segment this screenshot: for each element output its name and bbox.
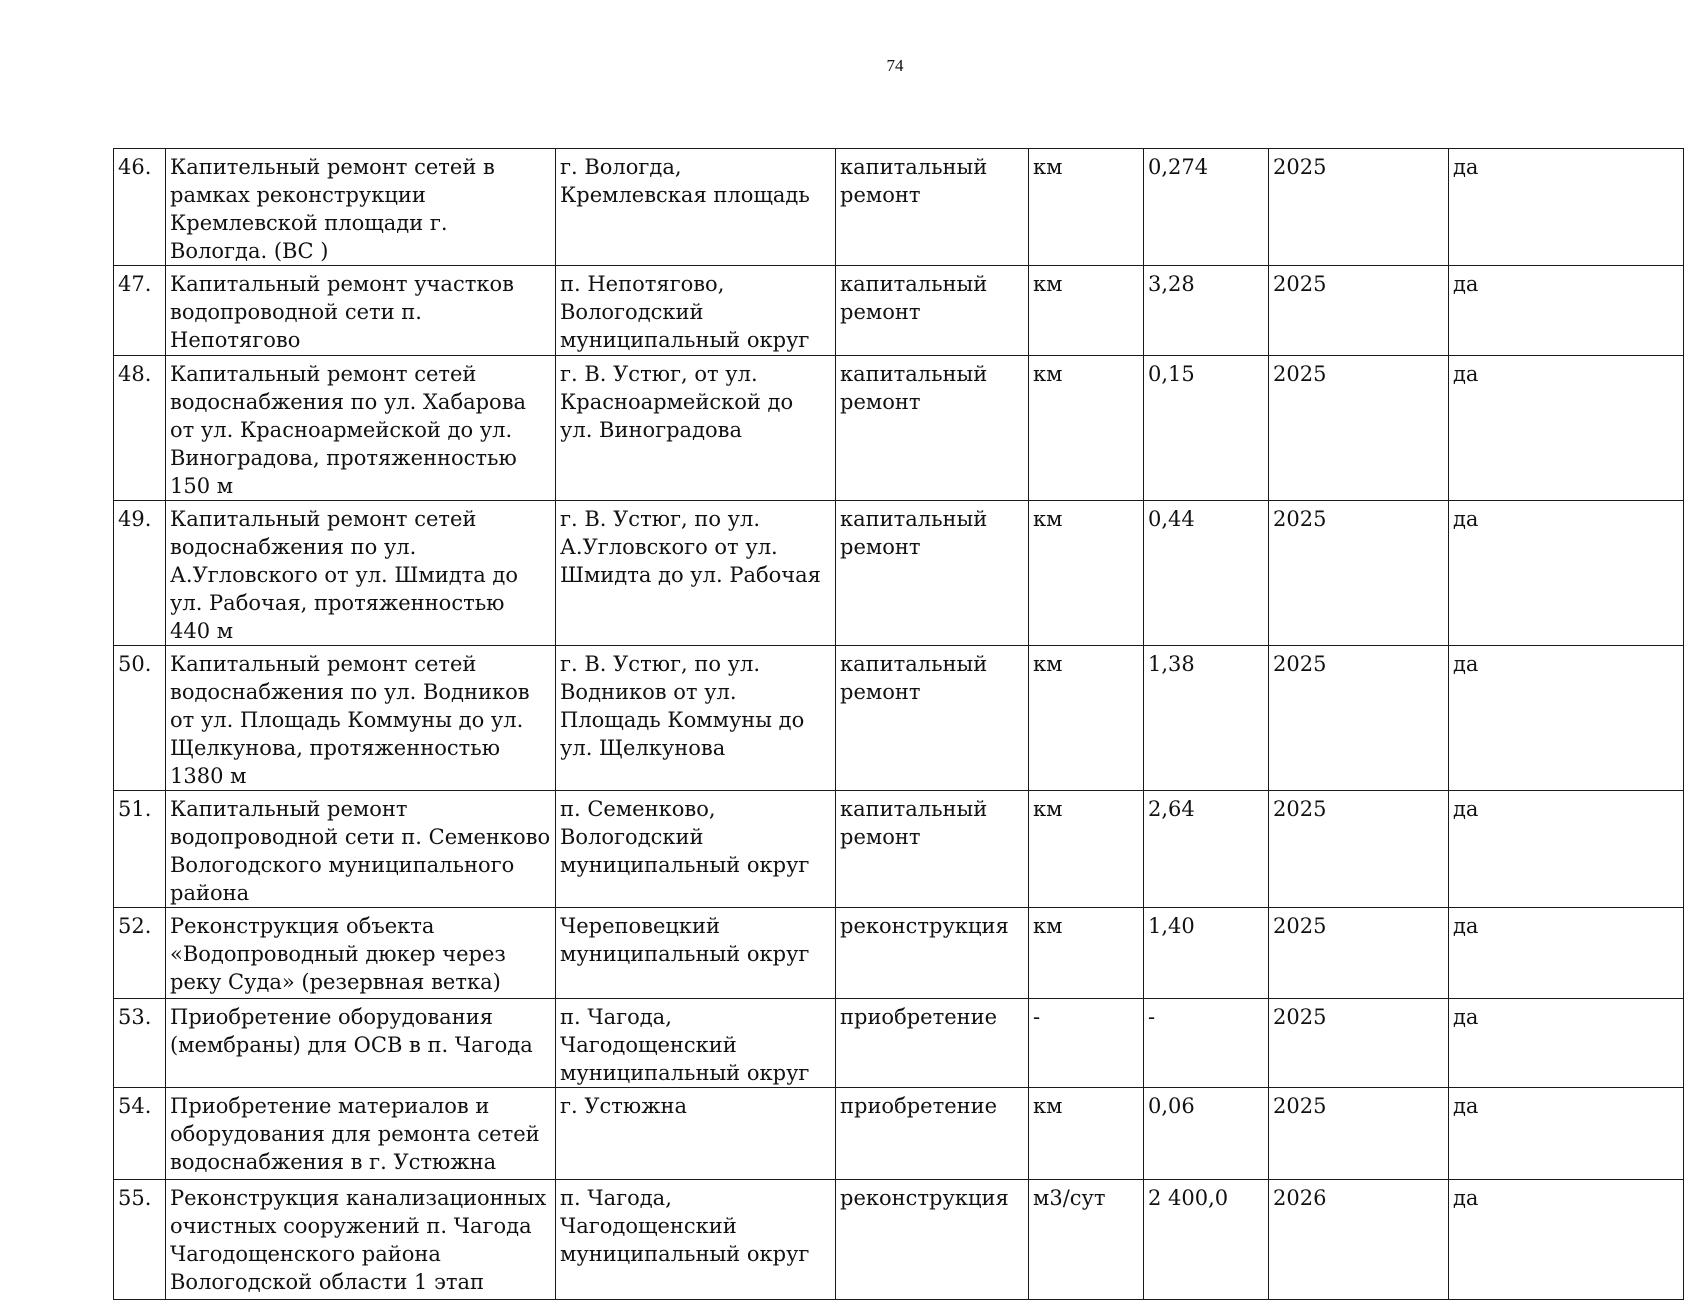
table-row	[114, 999, 1684, 1088]
unit-cell: км	[1029, 501, 1144, 646]
flag-cell: да	[1449, 908, 1684, 999]
table-row	[114, 646, 1684, 791]
unit-cell: км	[1029, 356, 1144, 501]
row-number-cell: 47.	[114, 266, 166, 356]
location-cell: п. Непотягово, Вологодский муниципальный округ	[556, 266, 836, 356]
project-name-cell: Приобретение материалов и оборудования для ремонта сетей водоснабжения в г. Устюжна	[166, 1088, 556, 1180]
quantity-cell: 0,15	[1144, 356, 1269, 501]
work-type-cell: приобретение	[836, 1088, 1029, 1180]
table-row	[114, 149, 1684, 266]
location-cell: п. Семенково, Вологодский муниципальный округ	[556, 791, 836, 908]
work-type-cell: приобретение	[836, 999, 1029, 1088]
unit-cell: км	[1029, 908, 1144, 999]
table-row	[114, 791, 1684, 908]
location-cell: г. В. Устюг, по ул. А.Угловского от ул. Шмидта до ул. Рабочая	[556, 501, 836, 646]
unit-cell: м3/сут	[1029, 1180, 1144, 1300]
year-cell: 2025	[1269, 356, 1449, 501]
location-cell: п. Чагода, Чагодощенский муниципальный округ	[556, 999, 836, 1088]
location-cell: г. Устюжна	[556, 1088, 836, 1180]
project-name-cell: Приобретение оборудования (мембраны) для ОСВ в п. Чагода	[166, 999, 556, 1088]
year-cell: 2026	[1269, 1180, 1449, 1300]
row-number-cell: 48.	[114, 356, 166, 501]
flag-cell: да	[1449, 1088, 1684, 1180]
flag-cell: да	[1449, 266, 1684, 356]
location-cell: г. В. Устюг, по ул. Водников от ул. Площадь Коммуны до ул. Щелкунова	[556, 646, 836, 791]
quantity-cell: 0,06	[1144, 1088, 1269, 1180]
work-type-cell: реконструкция	[836, 908, 1029, 999]
work-type-cell: реконструкция	[836, 1180, 1029, 1300]
work-type-cell: капитальный ремонт	[836, 791, 1029, 908]
project-name-cell: Реконструкция объекта «Водопроводный дюкер через реку Суда» (резервная ветка)	[166, 908, 556, 999]
work-type-cell: капитальный ремонт	[836, 356, 1029, 501]
project-name-cell: Капитальный ремонт водопроводной сети п. Семенково Вологодского муниципального района	[166, 791, 556, 908]
year-cell: 2025	[1269, 999, 1449, 1088]
work-type-cell: капитальный ремонт	[836, 266, 1029, 356]
table-row	[114, 266, 1684, 356]
location-cell: Череповецкий муниципальный округ	[556, 908, 836, 999]
quantity-cell: 1,38	[1144, 646, 1269, 791]
location-cell: п. Чагода, Чагодощенский муниципальный округ	[556, 1180, 836, 1300]
flag-cell: да	[1449, 999, 1684, 1088]
project-name-cell: Капитальный ремонт сетей водоснабжения по ул. А.Угловского от ул. Шмидта до ул. Рабочая, протяженностью 440 м	[166, 501, 556, 646]
project-name-cell: Капитальный ремонт сетей водоснабжения по ул. Хабарова от ул. Красноармейской до ул. Виноградова, протяженностью 150 м	[166, 356, 556, 501]
unit-cell: км	[1029, 791, 1144, 908]
flag-cell: да	[1449, 149, 1684, 266]
table-row	[114, 501, 1684, 646]
project-name-cell: Капительный ремонт сетей в рамках реконструкции Кремлевской площади г. Вологда. (ВС )	[166, 149, 556, 266]
page-number: 74	[886, 56, 904, 75]
row-number-cell: 51.	[114, 791, 166, 908]
projects-table	[113, 148, 1684, 1300]
unit-cell: км	[1029, 646, 1144, 791]
quantity-cell: 2 400,0	[1144, 1180, 1269, 1300]
flag-cell: да	[1449, 501, 1684, 646]
table-row	[114, 908, 1684, 999]
row-number-cell: 53.	[114, 999, 166, 1088]
unit-cell: -	[1029, 999, 1144, 1088]
flag-cell: да	[1449, 791, 1684, 908]
project-name-cell: Капитальный ремонт участков водопроводной сети п. Непотягово	[166, 266, 556, 356]
flag-cell: да	[1449, 646, 1684, 791]
quantity-cell: 1,40	[1144, 908, 1269, 999]
row-number-cell: 50.	[114, 646, 166, 791]
row-number-cell: 46.	[114, 149, 166, 266]
work-type-cell: капитальный ремонт	[836, 501, 1029, 646]
table-row	[114, 1180, 1684, 1300]
location-cell: г. В. Устюг, от ул. Красноармейской до ул. Виноградова	[556, 356, 836, 501]
quantity-cell: 2,64	[1144, 791, 1269, 908]
project-name-cell: Реконструкция канализационных очистных сооружений п. Чагода Чагодощенского района Вологодской области 1 этап	[166, 1180, 556, 1300]
table-row	[114, 1088, 1684, 1180]
quantity-cell: 0,44	[1144, 501, 1269, 646]
row-number-cell: 49.	[114, 501, 166, 646]
unit-cell: км	[1029, 266, 1144, 356]
location-cell: г. Вологда, Кремлевская площадь	[556, 149, 836, 266]
year-cell: 2025	[1269, 646, 1449, 791]
year-cell: 2025	[1269, 501, 1449, 646]
unit-cell: км	[1029, 1088, 1144, 1180]
row-number-cell: 52.	[114, 908, 166, 999]
table-row	[114, 356, 1684, 501]
project-name-cell: Капитальный ремонт сетей водоснабжения по ул. Водников от ул. Площадь Коммуны до ул. Щелкунова, протяженностью 1380 м	[166, 646, 556, 791]
work-type-cell: капитальный ремонт	[836, 646, 1029, 791]
year-cell: 2025	[1269, 1088, 1449, 1180]
table-body	[114, 149, 1684, 1300]
year-cell: 2025	[1269, 266, 1449, 356]
work-type-cell: капитальный ремонт	[836, 149, 1029, 266]
year-cell: 2025	[1269, 791, 1449, 908]
row-number-cell: 54.	[114, 1088, 166, 1180]
quantity-cell: 3,28	[1144, 266, 1269, 356]
year-cell: 2025	[1269, 908, 1449, 999]
row-number-cell: 55.	[114, 1180, 166, 1300]
unit-cell: км	[1029, 149, 1144, 266]
flag-cell: да	[1449, 356, 1684, 501]
year-cell: 2025	[1269, 149, 1449, 266]
flag-cell: да	[1449, 1180, 1684, 1300]
quantity-cell: -	[1144, 999, 1269, 1088]
quantity-cell: 0,274	[1144, 149, 1269, 266]
